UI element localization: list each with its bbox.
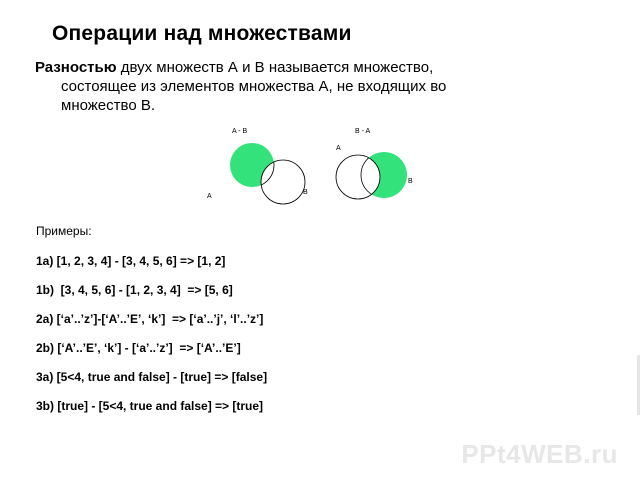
- example-line-3a: 3a) [5<4, true and false] - [true] => [false]: [36, 370, 268, 384]
- venn-right-title: B - A: [355, 128, 371, 135]
- example-line-2b: 2b) [‘A’..’E’, ‘k’] - [‘a’..’z’] => [‘A’..’E’]: [36, 341, 241, 355]
- definition-line1: двух множеств А и В называется множество,: [116, 59, 434, 76]
- slide-title: Операции над множествами: [52, 22, 352, 45]
- venn-right-label-b: B: [408, 178, 413, 185]
- venn-svg: [200, 120, 440, 215]
- definition-term: Разностью: [35, 59, 117, 76]
- examples-block: [36, 224, 267, 428]
- venn-left-title: A - B: [232, 128, 248, 135]
- definition-line2: состоящее из элементов множества А, не входящих во: [61, 78, 447, 95]
- example-line-3b: 3b) [true] - [5<4, true and false] => [true]: [36, 399, 264, 413]
- definition-text: [35, 58, 555, 115]
- venn-right-set-a-circle: [336, 155, 380, 199]
- venn-diagrams: [200, 120, 440, 215]
- venn-left-set-b-circle: [261, 160, 305, 204]
- venn-left-label-b: B: [303, 189, 308, 196]
- examples-heading: Примеры:: [36, 224, 92, 238]
- example-line-1b: 1b) [3, 4, 5, 6] - [1, 2, 3, 4] => [5, 6]: [36, 283, 233, 297]
- venn-left-label-a: A: [207, 193, 212, 200]
- venn-right-label-a: A: [336, 145, 341, 152]
- definition-line3: множество В.: [61, 97, 155, 114]
- watermark-logo: PPt4WEB.ru: [461, 439, 618, 469]
- example-line-2a: 2a) [‘a’..’z’]-[‘A’..’E’, ‘k’] => [‘a’..’j’, ‘l’..’z’]: [36, 312, 264, 326]
- example-line-1a: 1a) [1, 2, 3, 4] - [3, 4, 5, 6] => [1, 2]: [36, 254, 226, 268]
